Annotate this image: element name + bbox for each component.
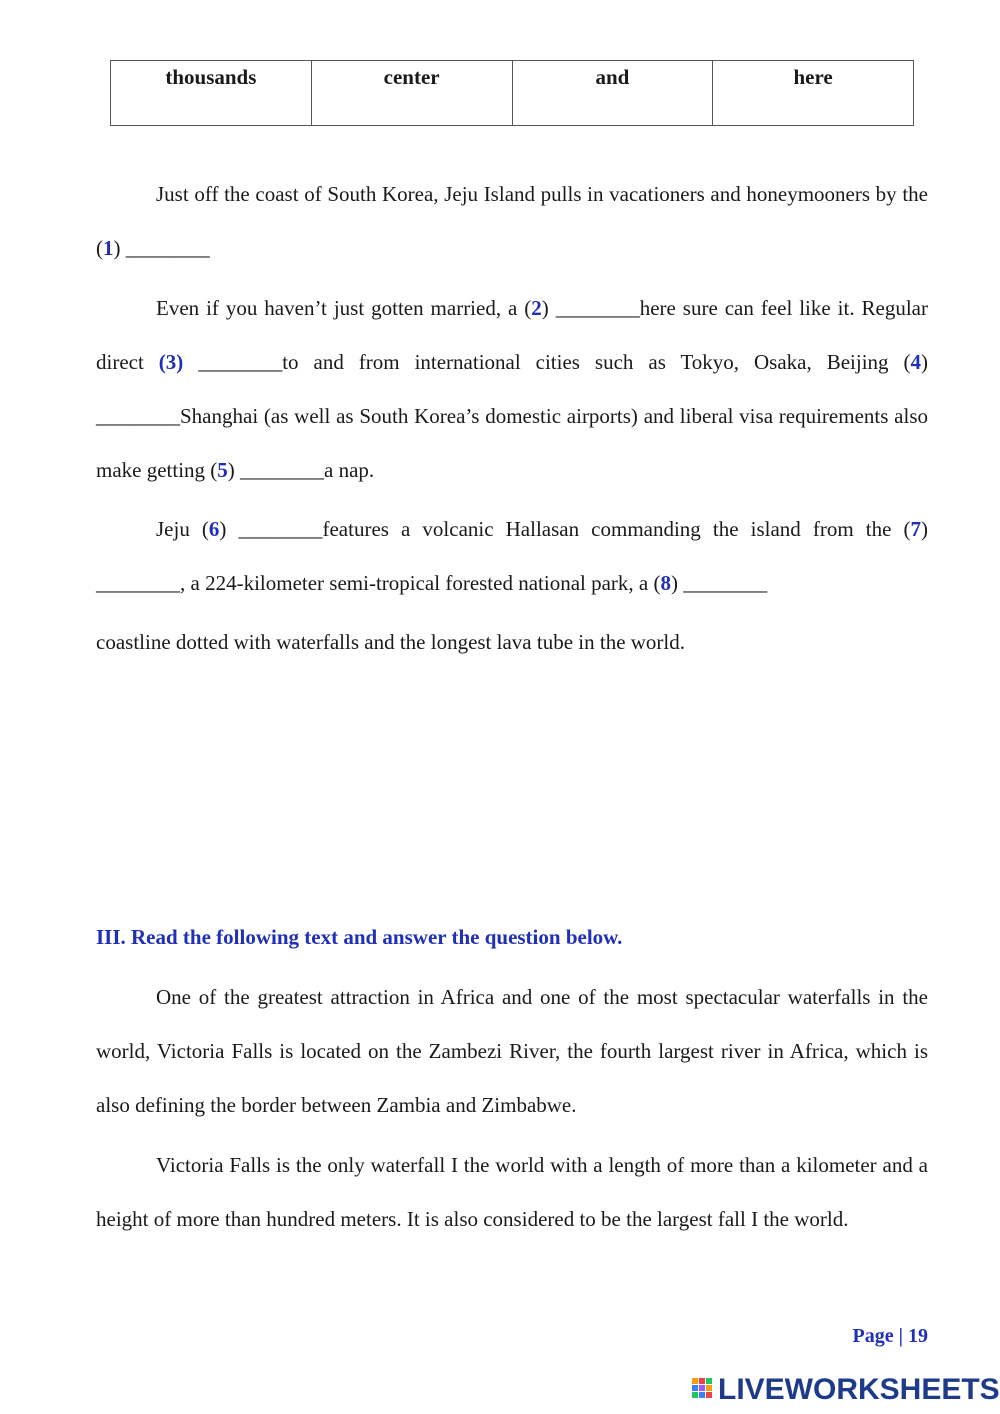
section3-paragraph-2: Victoria Falls is the only waterfall I the world with a length of more than a kilometer and a height of more than hundred meters. It is also considered to be the largest fall I the world.: [96, 1153, 928, 1231]
word-bank-cell: and: [512, 61, 713, 126]
section-heading: III. Read the following text and answer the question below.: [96, 925, 623, 949]
blank-number: 7: [910, 517, 921, 541]
blank-field[interactable]: ) ________: [113, 236, 210, 260]
blank-field[interactable]: ) ________: [671, 571, 768, 595]
blank-field[interactable]: ) ________, a 224-kilometer semi-tropical forested national park, a (: [96, 517, 928, 595]
passage1-paragraph-3: [96, 502, 928, 610]
liveworksheets-logo[interactable]: [692, 1372, 1000, 1408]
word-bank-cell: thousands: [111, 61, 312, 126]
blank-number: 5: [217, 458, 228, 482]
text-run: Jeju (: [156, 517, 209, 541]
blank-number: 2: [531, 296, 542, 320]
word-bank-row: [111, 61, 914, 126]
blank-field[interactable]: ________to and from international cities such as Tokyo, Osaka, Beijing (: [183, 350, 911, 374]
section3-paragraph-1: One of the greatest attraction in Africa and one of the most spectacular waterfalls in the world, Victoria Falls is located on the Zambezi River, the fourth largest river in Africa, which is also defining the border between Zambia and Zimbabwe.: [96, 985, 928, 1117]
text-run: Even if you haven’t just gotten married, a (: [156, 296, 532, 320]
word-bank-cell: center: [311, 61, 512, 126]
liveworksheets-logo-icon: [692, 1378, 714, 1402]
blank-field[interactable]: ) ________features a volcanic Hallasan commanding the island from the (: [219, 517, 911, 541]
blank-number: 8: [660, 571, 671, 595]
passage1-paragraph-1: [96, 167, 928, 275]
page-number: Page | 19: [852, 1325, 928, 1347]
blank-number: 4: [910, 350, 921, 374]
word-bank-cell: here: [713, 61, 914, 126]
blank-number: (3): [158, 350, 184, 374]
passage1-paragraph-3-end: coastline dotted with waterfalls and the longest lava tube in the world.: [96, 630, 686, 654]
word-bank-table: [110, 60, 914, 126]
liveworksheets-logo-text: LIVEWORKSHEETS: [718, 1373, 1000, 1406]
passage1-paragraph-2: [96, 281, 928, 497]
blank-field[interactable]: ) ________here sure can feel like it. Regular direct: [96, 296, 928, 374]
text-run: Just off the coast of South Korea, Jeju Island pulls in vacationers and honeymooners by the (: [96, 182, 928, 260]
blank-field[interactable]: ) ________a nap.: [227, 458, 375, 482]
blank-number: 1: [103, 236, 114, 260]
blank-number: 6: [208, 517, 220, 541]
blank-field[interactable]: ) ________Shanghai (as well as South Korea’s domestic airports) and liberal visa requirements also make getting (: [96, 350, 928, 482]
